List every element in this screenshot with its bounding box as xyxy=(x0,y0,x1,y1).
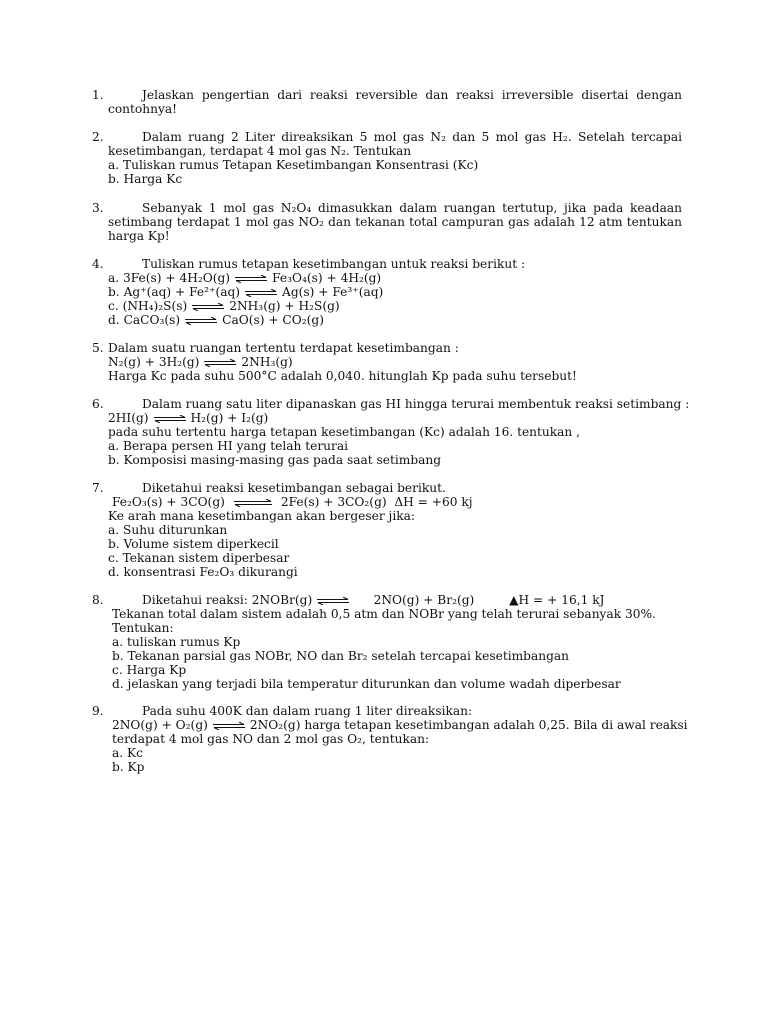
question-text: Jelaskan pengertian dari reaksi reversible dan reaksi irreversible disertai dengan contohnya! xyxy=(108,88,682,116)
question-number: 1. xyxy=(92,88,104,102)
item-label: a. xyxy=(108,271,124,285)
question-text: Tentukan: xyxy=(112,621,174,635)
reactants: N₂(g) + 3H₂(g) xyxy=(108,355,200,369)
equilibrium-arrow-icon xyxy=(234,275,268,283)
reactants: 2HI(g) xyxy=(108,411,149,425)
reaction-line xyxy=(108,313,682,327)
equilibrium-arrow-icon xyxy=(203,359,237,367)
question-text: Ke arah mana kesetimbangan akan bergeser jika: xyxy=(108,509,415,523)
list-item: b. Kp xyxy=(112,760,145,774)
equilibrium-arrow-icon xyxy=(153,415,187,423)
reaction-line xyxy=(108,593,682,607)
list-item: a. tuliskan rumus Kp xyxy=(112,635,241,649)
products: H₂(g) + I₂(g) xyxy=(190,411,269,425)
reaction-line xyxy=(108,718,688,732)
list-item: c. Tekanan sistem diperbesar xyxy=(108,551,290,565)
list-item: c. Harga Kp xyxy=(112,663,187,677)
list-item: a. Berapa persen HI yang telah terurai xyxy=(108,439,349,453)
list-item: b. Tekanan parsial gas NOBr, NO dan Br₂ setelah tercapai kesetimbangan xyxy=(112,649,570,663)
reactants: 3Fe(s) + 4H₂O(g) xyxy=(123,271,231,285)
question-number: 8. xyxy=(92,593,104,607)
products: Ag(s) + Fe³⁺(aq) xyxy=(282,285,384,299)
products: CaO(s) + CO₂(g) xyxy=(222,313,324,327)
list-item: d. jelaskan yang terjadi bila temperatur diturunkan dan volume wadah diperbesar xyxy=(112,677,621,691)
products: Fe₃O₄(s) + 4H₂(g) xyxy=(272,271,382,285)
item-label: c. xyxy=(108,299,123,313)
products: 2NH₃(g) xyxy=(241,355,293,369)
list-item: b. Volume sistem diperkecil xyxy=(108,537,279,551)
question-text: Harga Kc pada suhu 500°C adalah 0,040. hitunglah Kp pada suhu tersebut! xyxy=(108,369,577,383)
question-text: Dalam ruang satu liter dipanaskan gas HI hingga terurai membentuk reaksi setimbang : xyxy=(142,397,690,411)
equilibrium-arrow-icon xyxy=(316,597,350,605)
list-item: a. Tuliskan rumus Tetapan Kesetimbangan Konsentrasi (Kc) xyxy=(108,158,479,172)
reactants: Ag⁺(aq) + Fe²⁺(aq) xyxy=(123,285,241,299)
reaction-line xyxy=(108,411,682,425)
question-text: Sebanyak 1 mol gas N₂O₄ dimasukkan dalam ruangan tertutup, jika pada keadaan setimbang terdapat 1 mol gas NO₂ dan tekanan total campuran gas adalah 12 atm tentukan harga Kp! xyxy=(108,201,682,243)
products: 2NH₃(g) + H₂S(g) xyxy=(229,299,340,313)
products: 2NO(g) + Br₂(g) xyxy=(373,593,475,607)
item-label: b. xyxy=(108,285,124,299)
question-text: terdapat 4 mol gas NO dan 2 mol gas O₂, tentukan: xyxy=(112,732,430,746)
question-number: 6. xyxy=(92,397,104,411)
enthalpy: ▲H = + 16,1 kJ xyxy=(509,593,605,607)
reactants: Fe₂O₃(s) + 3CO(g) xyxy=(112,495,225,509)
reaction-line xyxy=(108,285,682,299)
list-item: d. konsentrasi Fe₂O₃ dikurangi xyxy=(108,565,298,579)
list-item: b. Harga Kc xyxy=(108,172,183,186)
equilibrium-arrow-icon xyxy=(191,303,225,311)
reactants: 2NO(g) + O₂(g) xyxy=(112,718,208,732)
question-number: 5. xyxy=(92,341,104,355)
products: 2NO₂(g) xyxy=(249,718,301,732)
question-text: Tuliskan rumus tetapan kesetimbangan untuk reaksi berikut : xyxy=(142,257,526,271)
list-item: b. Komposisi masing-masing gas pada saat setimbang xyxy=(108,453,442,467)
question-number: 9. xyxy=(92,704,104,718)
question-text: Tekanan total dalam sistem adalah 0,5 atm dan NOBr yang telah terurai sebanyak 30%. xyxy=(112,607,656,621)
reaction-line xyxy=(108,271,682,285)
question-text: Diketahui reaksi: 2NOBr(g) xyxy=(142,593,313,607)
reactants: CaCO₃(s) xyxy=(123,313,181,327)
question-number: 3. xyxy=(92,201,104,215)
question-text: pada suhu tertentu harga tetapan kesetimbangan (Kc) adalah 16. tentukan , xyxy=(108,425,581,439)
question-number: 4. xyxy=(92,257,104,271)
reaction-line xyxy=(108,495,682,509)
item-label: d. xyxy=(108,313,124,327)
equilibrium-arrow-icon xyxy=(212,722,246,730)
question-number: 2. xyxy=(92,130,104,144)
list-item: a. Kc xyxy=(112,746,143,760)
question-text: harga tetapan kesetimbangan adalah 0,25. Bila di awal reaksi xyxy=(304,718,688,732)
equilibrium-arrow-icon xyxy=(233,499,273,507)
equilibrium-arrow-icon xyxy=(184,317,218,325)
products: 2Fe(s) + 3CO₂(g) xyxy=(280,495,387,509)
question-text: Dalam ruang 2 Liter direaksikan 5 mol gas N₂ dan 5 mol gas H₂. Setelah tercapai kesetimbangan, terdapat 4 mol gas N₂. Tentukan xyxy=(108,130,682,158)
list-item: a. Suhu diturunkan xyxy=(108,523,228,537)
question-text: Diketahui reaksi kesetimbangan sebagai berikut. xyxy=(142,481,446,495)
question-number: 7. xyxy=(92,481,104,495)
question-text: Pada suhu 400K dan dalam ruang 1 liter direaksikan: xyxy=(142,704,473,718)
question-text: Dalam suatu ruangan tertentu terdapat kesetimbangan : xyxy=(108,341,459,355)
equilibrium-arrow-icon xyxy=(244,289,278,297)
reactants: (NH₄)₂S(s) xyxy=(122,299,188,313)
reaction-line xyxy=(108,299,682,313)
reaction-line xyxy=(108,355,682,369)
enthalpy: ΔH = +60 kj xyxy=(394,495,473,509)
